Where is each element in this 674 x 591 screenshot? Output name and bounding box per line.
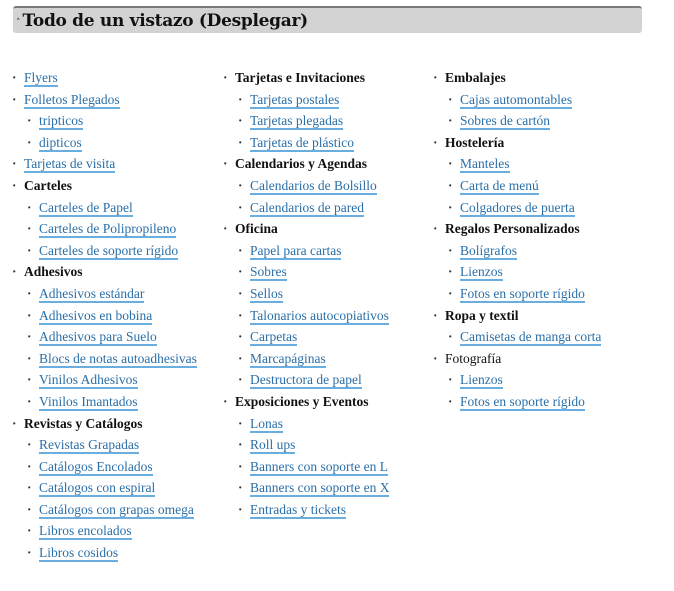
menu-item-sobres-de-carton (433, 110, 653, 132)
menu-item-libros-cosidos (12, 542, 217, 564)
link-carteles-de-soporte-rigido[interactable]: Carteles de soporte rígido (39, 242, 179, 258)
category-label: Regalos Personalizados (445, 221, 580, 237)
category-label: Adhesivos (24, 264, 83, 280)
link-dipticos[interactable]: dipticos (39, 134, 82, 150)
link-lonas[interactable]: Lonas (250, 415, 283, 431)
overview-toggle-header[interactable] (13, 6, 642, 33)
menu-item-cajas-automontables (433, 89, 653, 111)
chevron-up-icon: ˄ (16, 17, 21, 28)
category-label: Oficina (235, 221, 278, 237)
menu-item-roll-ups (223, 434, 428, 456)
link-adhesivos-estandar[interactable]: Adhesivos estándar (39, 285, 145, 301)
menu-item-entradas-y-tickets (223, 499, 428, 521)
category-calendarios-y-agendas (223, 153, 428, 175)
menu-item-banners-con-soporte-en-l (223, 456, 428, 478)
link-folletos-plegados[interactable]: Folletos Plegados (24, 91, 120, 107)
menu-item-carteles-de-papel (12, 197, 217, 219)
menu-item-manteles (433, 153, 653, 175)
menu-item-libros-encolados (12, 520, 217, 542)
link-tarjetas-plegadas[interactable]: Tarjetas plegadas (250, 113, 344, 129)
category-label: Tarjetas e Invitaciones (235, 70, 365, 85)
link-cajas-automontables[interactable]: Cajas automontables (460, 91, 573, 107)
menu-item-carteles-de-polipropileno (12, 218, 217, 240)
link-vinilos-adhesivos[interactable]: Vinilos Adhesivos (39, 372, 138, 388)
menu-item-boligrafos (433, 240, 653, 262)
menu-item-sobres (223, 261, 428, 283)
menu-item-talonarios-autocopiativos (223, 305, 428, 327)
menu-item-lienzos (433, 369, 653, 391)
category-carteles (12, 175, 217, 197)
link-entradas-y-tickets[interactable]: Entradas y tickets (250, 501, 346, 517)
menu-item-fotos-en-soporte-rigido (433, 283, 653, 305)
link-carteles-de-polipropileno[interactable]: Carteles de Polipropileno (39, 221, 177, 237)
category-label: Revistas y Catálogos (24, 415, 143, 431)
menu-item-adhesivos-para-suelo (12, 326, 217, 348)
link-tarjetas-postales[interactable]: Tarjetas postales (250, 91, 340, 107)
category-revistas-y-catalogos (12, 413, 217, 435)
link-colgadores-de-puerta[interactable]: Colgadores de puerta (460, 199, 575, 215)
menu-item-destructora-de-papel (223, 369, 428, 391)
menu-item-fotos-en-soporte-rigido (433, 391, 653, 413)
category-label: Fotografía (445, 350, 502, 366)
menu-item-adhesivos-estandar (12, 283, 217, 305)
category-regalos-personalizados (433, 218, 653, 240)
link-libros-encolados[interactable]: Libros encolados (39, 523, 132, 539)
link-destructora-de-papel[interactable]: Destructora de papel (250, 372, 362, 388)
link-flyers[interactable]: Flyers (24, 70, 58, 85)
link-catalogos-con-grapas-omega[interactable]: Catálogos con grapas omega (39, 501, 194, 517)
link-sellos[interactable]: Sellos (250, 285, 284, 301)
menu-item-catalogos-con-espiral (12, 477, 217, 499)
link-revistas-grapadas[interactable]: Revistas Grapadas (39, 437, 140, 453)
menu-item-tripticos (12, 110, 217, 132)
link-lienzos[interactable]: Lienzos (460, 372, 503, 388)
link-vinilos-imantados[interactable]: Vinilos Imantados (39, 393, 138, 409)
category-label: Carteles (24, 177, 72, 193)
link-tarjetas-de-plastico[interactable]: Tarjetas de plástico (250, 134, 355, 150)
link-catalogos-encolados[interactable]: Catálogos Encolados (39, 458, 153, 474)
link-fotos-en-soporte-rigido[interactable]: Fotos en soporte rígido (460, 393, 585, 409)
link-roll-ups[interactable]: Roll ups (250, 437, 296, 453)
menu-item-tarjetas-plegadas (223, 110, 428, 132)
category-hosteleria (433, 132, 653, 154)
link-camisetas-de-manga-corta[interactable]: Camisetas de manga corta (460, 329, 602, 345)
link-carteles-de-papel[interactable]: Carteles de Papel (39, 199, 133, 215)
menu-column-2 (223, 67, 428, 520)
category-fotografia (433, 348, 653, 370)
menu-item-calendarios-de-bolsillo (223, 175, 428, 197)
menu-item-sellos (223, 283, 428, 305)
link-calendarios-de-pared[interactable]: Calendarios de pared (250, 199, 364, 215)
category-exposiciones-y-eventos (223, 391, 428, 413)
category-oficina (223, 218, 428, 240)
category-label: Embalajes (445, 70, 506, 85)
link-manteles[interactable]: Manteles (460, 156, 510, 172)
link-fotos-en-soporte-rigido[interactable]: Fotos en soporte rígido (460, 285, 585, 301)
menu-item-revistas-grapadas (12, 434, 217, 456)
menu-item-vinilos-adhesivos (12, 369, 217, 391)
menu-item-vinilos-imantados (12, 391, 217, 413)
menu-item-colgadores-de-puerta (433, 197, 653, 219)
overview-title: Todo de un vistazo (Desplegar) (22, 10, 308, 31)
menu-item-dipticos (12, 132, 217, 154)
menu-item-papel-para-cartas (223, 240, 428, 262)
menu-item-catalogos-con-grapas-omega (12, 499, 217, 521)
menu-item-calendarios-de-pared (223, 197, 428, 219)
link-banners-con-soporte-en-l[interactable]: Banners con soporte en L (250, 458, 388, 474)
category-tarjetas-e-invitaciones (223, 67, 428, 89)
link-sobres[interactable]: Sobres (250, 264, 287, 280)
menu-item-marcapaginas (223, 348, 428, 370)
link-marcapaginas[interactable]: Marcapáginas (250, 350, 326, 366)
link-calendarios-de-bolsillo[interactable]: Calendarios de Bolsillo (250, 177, 377, 193)
link-carpetas[interactable]: Carpetas (250, 329, 298, 345)
menu-item-catalogos-encolados (12, 456, 217, 478)
link-lienzos[interactable]: Lienzos (460, 264, 503, 280)
link-papel-para-cartas[interactable]: Papel para cartas (250, 242, 342, 258)
category-ropa-y-textil (433, 305, 653, 327)
menu-item-lonas (223, 413, 428, 435)
menu-item-lienzos (433, 261, 653, 283)
link-carta-de-menu[interactable]: Carta de menú (460, 177, 539, 193)
menu-item-carpetas (223, 326, 428, 348)
category-label: Ropa y textil (445, 307, 519, 323)
link-talonarios-autocopiativos[interactable]: Talonarios autocopiativos (250, 307, 389, 323)
link-tarjetas-de-visita[interactable]: Tarjetas de visita (24, 156, 116, 172)
category-adhesivos (12, 261, 217, 283)
category-embalajes (433, 67, 653, 89)
menu-item-carta-de-menu (433, 175, 653, 197)
link-catalogos-con-espiral[interactable]: Catálogos con espiral (39, 480, 156, 496)
link-blocs-de-notas-autoadhesivas[interactable]: Blocs de notas autoadhesivas (39, 350, 197, 366)
menu-item-adhesivos-en-bobina (12, 305, 217, 327)
menu-item-flyers (12, 67, 217, 89)
menu-column-1 (12, 67, 217, 564)
link-banners-con-soporte-en-x[interactable]: Banners con soporte en X (250, 480, 390, 496)
menu-item-tarjetas-postales (223, 89, 428, 111)
link-libros-cosidos[interactable]: Libros cosidos (39, 545, 119, 561)
category-label: Exposiciones y Eventos (235, 393, 369, 409)
menu-item-banners-con-soporte-en-x (223, 477, 428, 499)
link-sobres-de-carton[interactable]: Sobres de cartón (460, 113, 550, 129)
menu-item-camisetas-de-manga-corta (433, 326, 653, 348)
link-boligrafos[interactable]: Bolígrafos (460, 242, 517, 258)
category-label: Calendarios y Agendas (235, 156, 368, 172)
link-tripticos[interactable]: tripticos (39, 113, 84, 129)
link-adhesivos-en-bobina[interactable]: Adhesivos en bobina (39, 307, 153, 323)
menu-item-folletos-plegados (12, 89, 217, 111)
menu-item-carteles-de-soporte-rigido (12, 240, 217, 262)
menu-item-tarjetas-de-plastico (223, 132, 428, 154)
menu-item-tarjetas-de-visita (12, 153, 217, 175)
menu-column-3 (433, 67, 653, 413)
link-adhesivos-para-suelo[interactable]: Adhesivos para Suelo (39, 329, 157, 345)
category-label: Hostelería (445, 134, 505, 150)
menu-item-blocs-de-notas-autoadhesivas (12, 348, 217, 370)
